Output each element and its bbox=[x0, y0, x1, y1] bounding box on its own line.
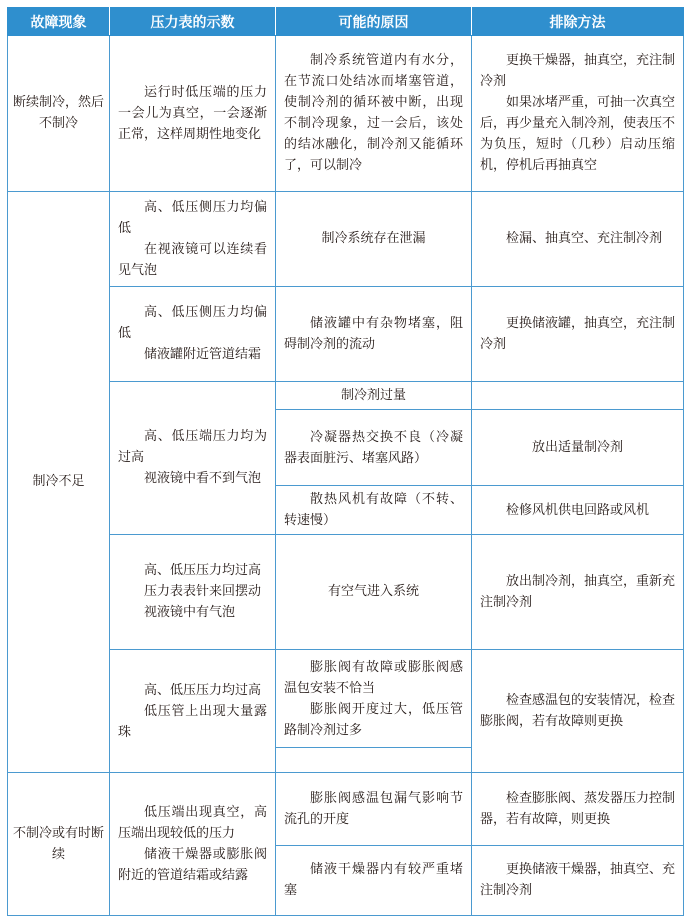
phenomenon-text: 制冷不足 bbox=[32, 474, 85, 490]
cause-text: 有空气进入系统 bbox=[327, 584, 419, 600]
remedy-text: 放出适量制冷剂 bbox=[531, 440, 623, 456]
remedy-cell bbox=[472, 845, 684, 915]
remedy-cell bbox=[472, 382, 684, 410]
remedy-text: 更换储液干燥器，抽真空、充注制冷剂 bbox=[480, 862, 676, 899]
cause-text: 制冷系统管道内有水分，在节流口处结冰而堵塞管道，使制冷剂的循环被中断，出现不制冷现象，过一会后，该处的结冰融化，制冷剂又能循环了，可以制冷 bbox=[284, 53, 463, 174]
remedy-cell bbox=[472, 534, 684, 649]
gauge-cell bbox=[110, 286, 276, 381]
remedy-text: 检查膨胀阀、蒸发器压力控制器，若有故障，则更换 bbox=[480, 791, 676, 828]
remedy-cell bbox=[472, 650, 684, 773]
gauge-text: 高、低压侧压力均偏低 bbox=[118, 199, 267, 236]
gauge-text: 压力表表针来回摆动 bbox=[144, 584, 262, 600]
cause-text: 储液罐中有杂物堵塞，阻碍制冷剂的流动 bbox=[284, 315, 463, 352]
remedy-cell bbox=[472, 410, 684, 486]
remedy-text: 检漏、抽真空、充注制冷剂 bbox=[506, 231, 663, 247]
gauge-text: 低压管上出现大量露珠 bbox=[118, 703, 267, 740]
table-row bbox=[8, 286, 684, 381]
gauge-text: 低压端出现真空，高压端出现较低的压力 bbox=[118, 805, 267, 842]
cause-text: 制冷系统存在泄漏 bbox=[321, 231, 426, 247]
remedy-text: 更换储液罐，抽真空，充注制冷剂 bbox=[480, 315, 676, 352]
gauge-text: 高、低压压力均过高 bbox=[144, 682, 262, 698]
cause-cell bbox=[276, 191, 472, 286]
phenomenon-text: 不制冷或有时断续 bbox=[12, 826, 104, 863]
header-phenomenon: 故障现象 bbox=[8, 8, 110, 36]
gauge-cell bbox=[110, 191, 276, 286]
gauge-text: 高、低压压力均过高 bbox=[144, 563, 262, 579]
cause-text: 储液干燥器内有较严重堵塞 bbox=[284, 862, 463, 899]
gauge-text: 高、低压侧压力均偏低 bbox=[118, 305, 267, 342]
cause-text: 冷凝器热交换不良（冷凝器表面脏污、堵塞风路） bbox=[284, 429, 463, 466]
gauge-cell bbox=[110, 382, 276, 535]
remedy-cell bbox=[472, 191, 684, 286]
remedy-cell bbox=[472, 773, 684, 845]
table-row bbox=[8, 650, 684, 748]
gauge-text: 高、低压端压力均为过高 bbox=[118, 429, 267, 466]
table-row bbox=[8, 773, 684, 845]
gauge-cell bbox=[110, 773, 276, 916]
cause-text: 膨胀阀感温包漏气影响节流孔的开度 bbox=[284, 791, 463, 828]
remedy-text: 更换干燥器，抽真空，充注制冷剂 bbox=[480, 53, 676, 90]
gauge-cell bbox=[110, 650, 276, 773]
gauge-text: 运行时低压端的压力一会儿为真空，一会逐渐正常，这样周期性地变化 bbox=[118, 84, 267, 142]
cause-text: 膨胀阀开度过大，低压管路制冷剂过多 bbox=[284, 701, 463, 738]
cause-cell bbox=[276, 650, 472, 748]
table-row bbox=[8, 534, 684, 649]
header-remedy: 排除方法 bbox=[472, 8, 684, 36]
gauge-text: 视液镜中有气泡 bbox=[144, 605, 236, 621]
cause-cell bbox=[276, 486, 472, 534]
table-row bbox=[8, 382, 684, 410]
gauge-text: 视液镜中看不到气泡 bbox=[144, 471, 262, 487]
cause-cell bbox=[276, 845, 472, 915]
phenomenon-text: 断续制冷，然后不制冷 bbox=[12, 95, 104, 132]
cause-cell bbox=[276, 773, 472, 845]
phenomenon-cell bbox=[8, 773, 110, 916]
remedy-text: 检修风机供电回路或风机 bbox=[506, 502, 650, 518]
cause-cell bbox=[276, 410, 472, 486]
gauge-text: 储液干燥器或膨胀阀附近的管道结霜或结露 bbox=[118, 847, 267, 884]
header-gauge-reading: 压力表的示数 bbox=[110, 8, 276, 36]
remedy-cell bbox=[472, 36, 684, 192]
gauge-cell bbox=[110, 534, 276, 649]
gauge-cell bbox=[110, 36, 276, 192]
header-row bbox=[8, 8, 684, 36]
table-row bbox=[8, 36, 684, 192]
cause-text: 膨胀阀有故障或膨胀阀感温包安装不恰当 bbox=[284, 659, 463, 696]
remedy-text: 如果冰堵严重，可抽一次真空后，再少量充入制冷剂，使表压不为负压，短时（几秒）启动压缩机，停机后再抽真空 bbox=[480, 95, 676, 174]
phenomenon-cell bbox=[8, 36, 110, 192]
cause-text: 散热风机有故障（不转、转速慢） bbox=[284, 492, 463, 529]
cause-text: 制冷剂过量 bbox=[340, 388, 406, 404]
table-row bbox=[8, 191, 684, 286]
remedy-cell bbox=[472, 286, 684, 381]
remedy-text: 检查感温包的安装情况，检查膨胀阀，若有故障则更换 bbox=[480, 693, 676, 730]
phenomenon-cell bbox=[8, 191, 110, 773]
cause-cell bbox=[276, 36, 472, 192]
gauge-text: 在视液镜可以连续看见气泡 bbox=[118, 241, 267, 278]
cause-cell bbox=[276, 748, 472, 773]
header-cause: 可能的原因 bbox=[276, 8, 472, 36]
gauge-text: 储液罐附近管道结霜 bbox=[144, 347, 262, 363]
remedy-cell bbox=[472, 486, 684, 534]
remedy-text: 放出制冷剂，抽真空，重新充注制冷剂 bbox=[480, 573, 676, 610]
cause-cell bbox=[276, 286, 472, 381]
cause-cell bbox=[276, 534, 472, 649]
fault-diagnosis-table bbox=[7, 7, 684, 916]
cause-cell bbox=[276, 382, 472, 410]
